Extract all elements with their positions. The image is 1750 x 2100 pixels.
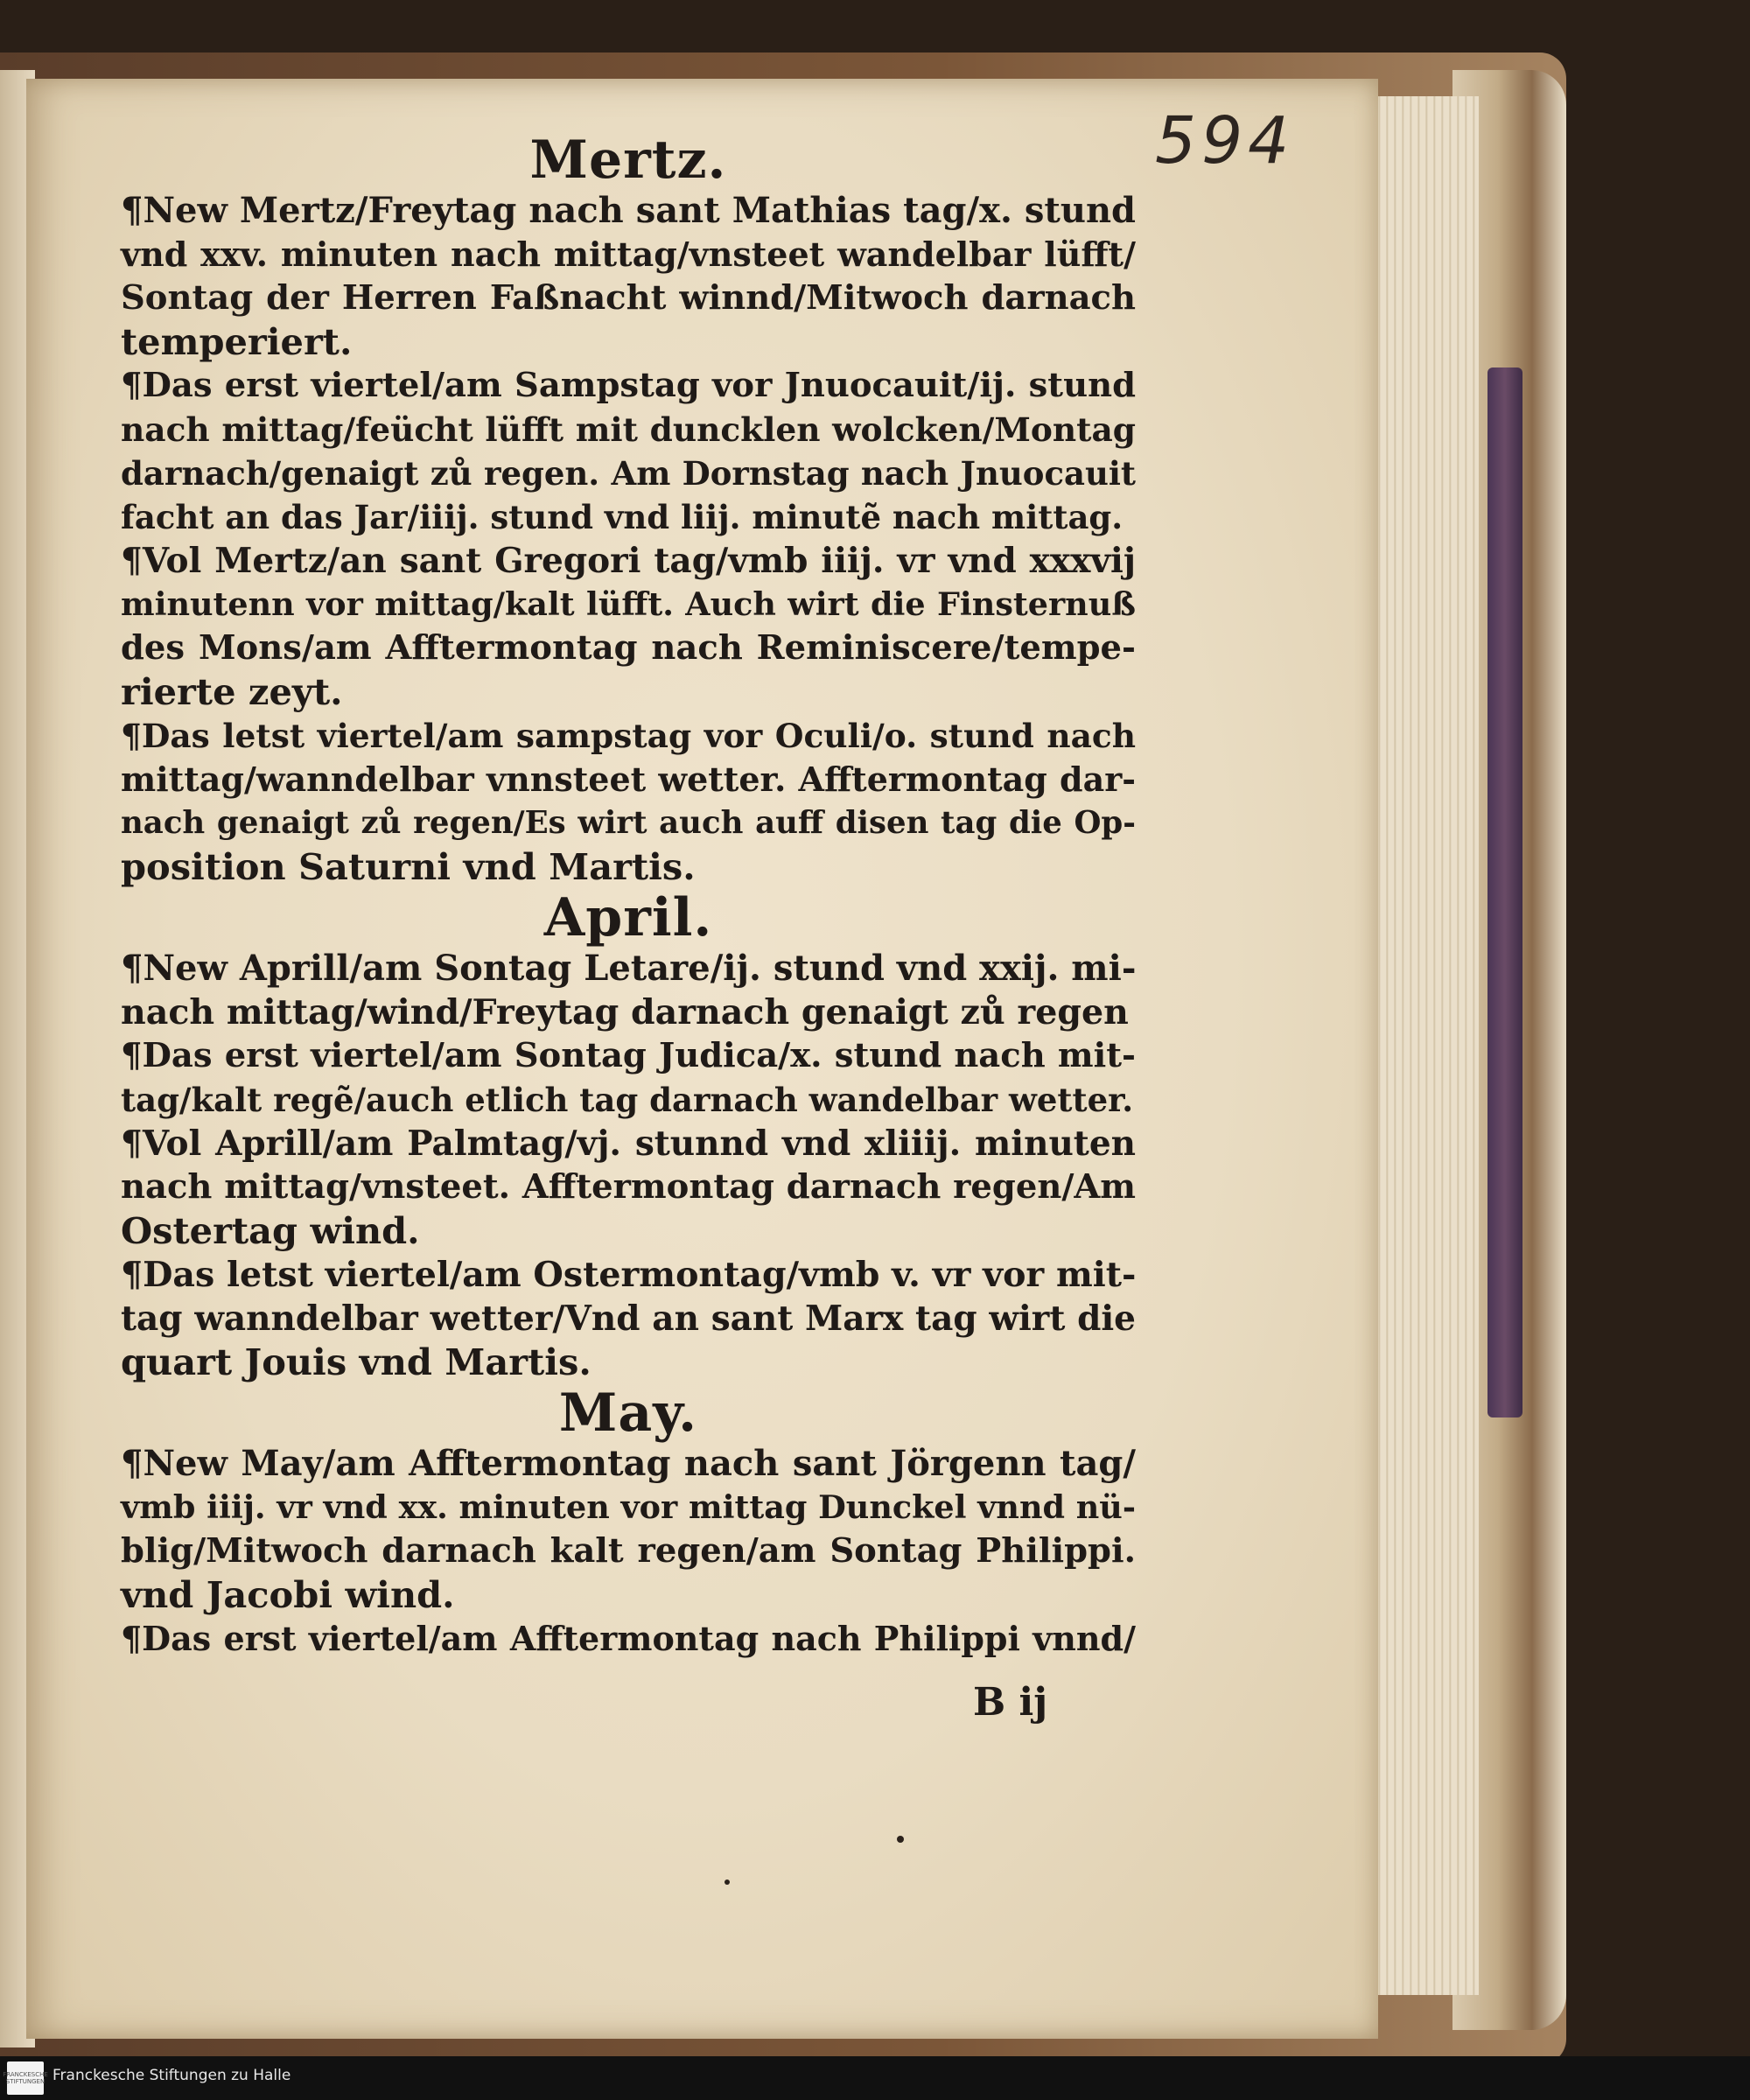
text-line: vnd xxv. minuten nach mittag/vnsteet wandelbar lüfft/ [121,234,1136,274]
text-line: ¶New Aprill/am Sontag Letare/ij. stund vnd xxij. mi- [121,948,1137,989]
text-line: ¶Vol Aprill/am Palmtag/vj. stunnd vnd xliiij. minuten [121,1124,1136,1164]
text-line: ¶Das erst viertel/am Sampstag vor Jnuocauit/ij. stund [121,366,1136,405]
text-line: quart Jouis vnd Martis. [121,1340,592,1383]
text-line: temperiert. [121,320,353,363]
text-line: ¶Das erst viertel/am Afftermontag nach Philippi vnnd/ [121,1619,1136,1658]
folio-number: 594 [1155,103,1295,178]
page-stack [1365,96,1479,1995]
text-line: ¶Das letst viertel/am Ostermontag/vmb v. vr vor mit- [121,1255,1137,1295]
paragraph [121,364,1136,539]
text-line: rierte zeyt. [121,670,343,713]
paragraph [121,1122,1136,1253]
text-line: position Saturni vnd Martis. [121,845,696,888]
paragraph [121,1034,1136,1122]
text-line: nach genaigt zů regen/Es wirt auch auff disen tag die Op- [121,805,1136,841]
text-line: vmb iiij. vr vnd xx. minuten vor mittag Dunckel vnnd nü- [121,1488,1136,1526]
paragraph [121,1253,1136,1384]
section-april [121,889,1136,1384]
paragraph [121,1617,1136,1661]
text-line: tag wanndelbar wetter/Vnd an sant Marx tag wirt die [121,1298,1136,1339]
text-line: nach mittag/feücht lüfft mit duncklen wolcken/Montag [121,410,1136,449]
text-line: ¶Das erst viertel/am Sontag Judica/x. stund nach mit- [121,1036,1136,1075]
text-line: ¶New Mertz/Freytag nach sant Mathias tag/x. stund [121,190,1136,231]
page-text [121,131,1136,1661]
section-heading: May. [558,1382,698,1444]
section-mertz [121,131,1136,889]
signature-mark: B ij [973,1680,1048,1725]
paragraph [121,947,1136,1034]
paragraph [121,539,1136,714]
institution-logo: FRANCKESCHE STIFTUNGEN [7,2062,44,2095]
text-line: nach mittag/wind/Freytag darnach genaigt zů regen [121,992,1129,1032]
text-line: tag/kalt regẽ/auch etlich tag darnach wandelbar wetter. [121,1081,1134,1119]
institution-name: Franckesche Stiftungen zu Halle [52,2067,291,2084]
text-line: blig/Mitwoch darnach kalt regen/am Sontag Philippi. [121,1531,1136,1571]
text-line: mittag/wanndelbar vnnsteet wetter. Afftermontag dar- [121,760,1136,799]
text-line: darnach/genaigt zů regen. Am Dornstag nach Jnuocauit [121,454,1136,493]
section-may [121,1384,1136,1661]
ribbon-strip [1488,368,1522,1418]
text-line: nach mittag/vnsteet. Afftermontag darnach regen/Am [121,1167,1136,1207]
ink-speck [897,1836,904,1843]
paragraph [121,714,1136,889]
text-line: ¶New May/am Afftermontag nach sant Jörgenn tag/ [121,1443,1136,1484]
ink-speck [724,1880,730,1885]
text-line: ¶Vol Mertz/an sant Gregori tag/vmb iiij. vr vnd xxxvij [121,541,1136,581]
text-line: ¶Das letst viertel/am sampstag vor Oculi/o. stund nach [121,717,1136,755]
section-heading: Mertz. [529,130,727,191]
text-line: vnd Jacobi wind. [121,1573,455,1616]
text-line: facht an das Jar/iiij. stund vnd liij. minutẽ nach mittag. [121,498,1124,536]
text-line: minutenn vor mittag/kalt lüfft. Auch wirt die Finsternuß [121,585,1136,623]
text-line: Ostertag wind. [121,1209,420,1252]
paragraph [121,189,1136,364]
section-heading: April. [543,887,713,948]
text-line: Sontag der Herren Faßnacht winnd/Mitwoch darnach [121,278,1136,318]
paragraph [121,1442,1136,1617]
text-line: des Mons/am Afftermontag nach Reminiscere/tempe- [121,628,1136,668]
